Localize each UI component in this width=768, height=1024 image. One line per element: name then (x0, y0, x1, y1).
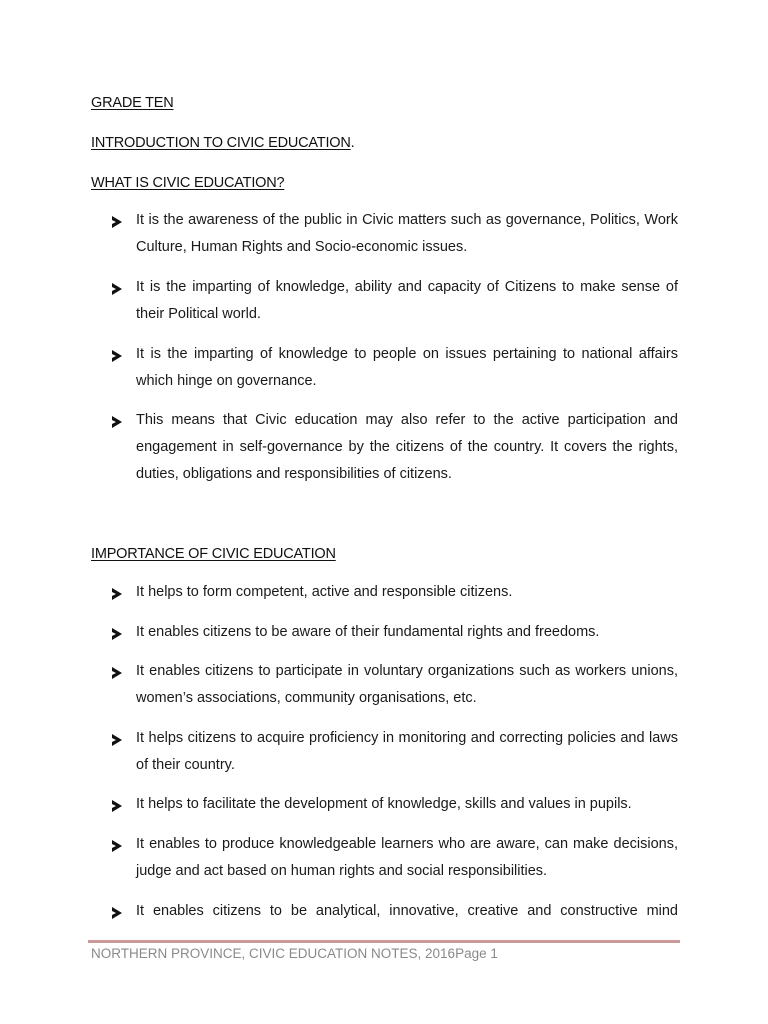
arrowhead-bullet-icon (112, 907, 122, 919)
list-item-text: It is the imparting of knowledge, ability and capacity of Citizens to make sense of their Political world. (136, 279, 678, 322)
list-item (112, 274, 678, 328)
list-item (112, 407, 678, 488)
footer-divider (88, 940, 680, 943)
list-item-text: It helps to facilitate the development of knowledge, skills and values in pupils. (136, 796, 632, 812)
list-item (112, 791, 678, 818)
list-item (112, 579, 678, 606)
list-item-text: It is the imparting of knowledge to people on issues pertaining to national affairs which hinge on governance. (136, 346, 678, 389)
list-item-text: It enables citizens to be aware of their fundamental rights and freedoms. (136, 624, 600, 640)
list-item (112, 658, 678, 712)
list-item-text: It enables citizens to participate in voluntary organizations such as workers unions, women’s associations, community organisations, etc. (136, 663, 678, 706)
list-item (112, 898, 678, 925)
arrowhead-bullet-icon (112, 216, 122, 228)
list-item (112, 207, 678, 261)
arrowhead-bullet-icon (112, 416, 122, 428)
list-item-text: It enables to produce knowledgeable learners who are aware, can make decisions, judge and act based on human rights and social responsibilities. (136, 836, 678, 879)
arrowhead-bullet-icon (112, 667, 122, 679)
list-item (112, 725, 678, 779)
list-item-text: It helps to form competent, active and responsible citizens. (136, 584, 513, 600)
arrowhead-bullet-icon (112, 283, 122, 295)
list-item (112, 831, 678, 885)
arrowhead-bullet-icon (112, 588, 122, 600)
list-item-text: It enables citizens to be analytical, innovative, creative and constructive mind (136, 903, 678, 919)
page-footer: NORTHERN PROVINCE, CIVIC EDUCATION NOTES, 2016Page 1 (91, 946, 498, 961)
arrowhead-bullet-icon (112, 840, 122, 852)
intro-heading (91, 135, 355, 151)
importance-heading (91, 546, 336, 562)
what-heading (91, 175, 284, 191)
list-item-text: It helps citizens to acquire proficiency in monitoring and correcting policies and laws of their country. (136, 730, 678, 773)
arrowhead-bullet-icon (112, 734, 122, 746)
intro-heading-text: INTRODUCTION TO CIVIC EDUCATION (91, 135, 351, 151)
list-item (112, 341, 678, 395)
intro-heading-period: . (350, 135, 355, 151)
grade-heading-text: GRADE TEN (91, 95, 174, 111)
grade-heading (91, 95, 174, 111)
list-item-text: It is the awareness of the public in Civic matters such as governance, Politics, Work Culture, Human Rights and Socio-economic issues. (136, 212, 678, 255)
arrowhead-bullet-icon (112, 350, 122, 362)
importance-heading-text: IMPORTANCE OF CIVIC EDUCATION (91, 546, 336, 562)
list-item (112, 619, 678, 646)
arrowhead-bullet-icon (112, 628, 122, 640)
list-item-text: This means that Civic education may also refer to the active participation and engagement in self-governance by the citizens of the country. It covers the rights, duties, obligations and responsibilities of citizens. (136, 412, 678, 482)
arrowhead-bullet-icon (112, 800, 122, 812)
what-heading-text: WHAT IS CIVIC EDUCATION? (91, 175, 285, 191)
